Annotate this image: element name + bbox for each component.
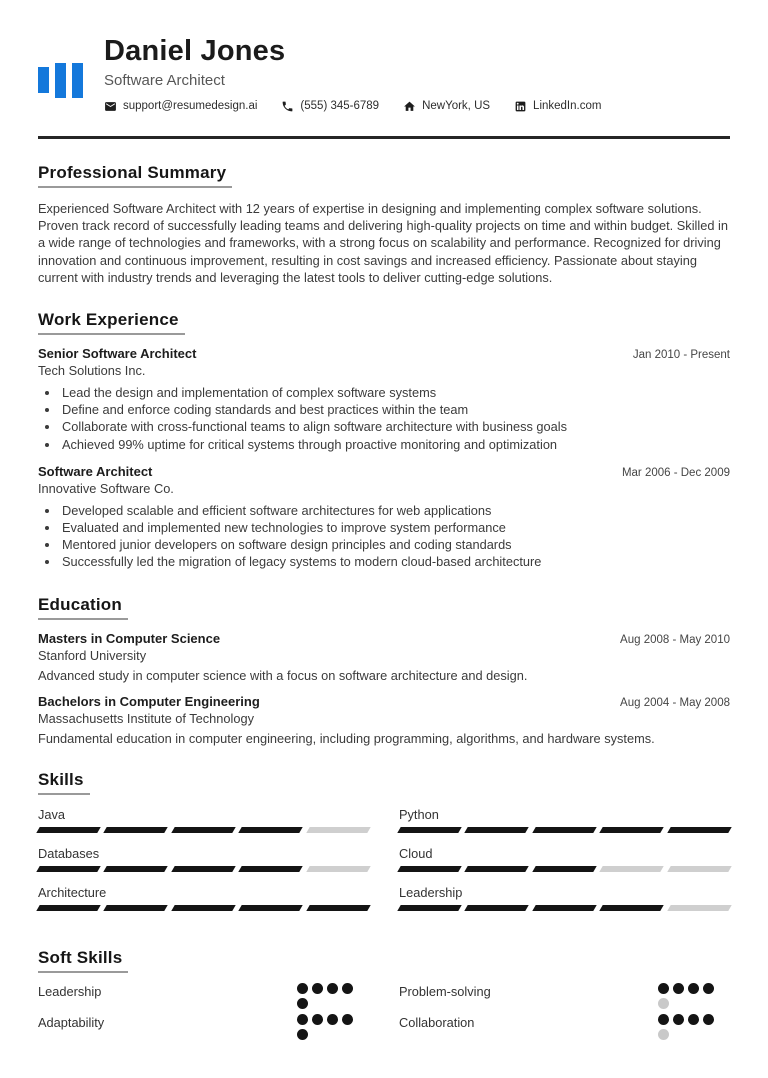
job-bullet: • Evaluated and implemented new technologies to improve system performance [60, 519, 730, 536]
skill-bar-segment-filled [36, 827, 101, 833]
section-education [38, 595, 730, 746]
rating-dot-filled [703, 983, 714, 994]
skill-bar-segment-filled [104, 866, 169, 872]
skill-bar-segment-filled [171, 827, 236, 833]
section-skills [38, 770, 730, 924]
work-entries [38, 346, 730, 571]
skill-name: Architecture [38, 884, 107, 900]
section-summary [38, 163, 730, 286]
contact-text: LinkedIn.com [533, 100, 602, 113]
rating-dot-filled [658, 983, 669, 994]
skill-level-bar [399, 827, 730, 833]
soft-skill-name: Problem-solving [399, 983, 491, 999]
soft-skill-item [399, 983, 730, 1009]
soft-skill-item [38, 1014, 369, 1040]
education-description: Advanced study in computer science with a focus on software architecture and design. [38, 667, 528, 683]
rating-dot-filled [327, 1014, 338, 1025]
skills-grid [38, 807, 730, 924]
job-bullet: • Lead the design and implementation of complex software systems [60, 384, 730, 401]
rating-dot-filled [312, 983, 323, 994]
education-heading: Education [38, 595, 128, 620]
skill-bar-segment-filled [532, 827, 597, 833]
job-bullet-list [38, 384, 730, 453]
logo-bar [38, 67, 49, 93]
rating-dot-filled [312, 1014, 323, 1025]
soft-skill-name: Leadership [38, 983, 102, 999]
skill-bar-segment-filled [599, 905, 664, 911]
rating-dot-filled [297, 1029, 308, 1040]
soft-skills-heading: Soft Skills [38, 948, 128, 973]
skill-item [38, 885, 369, 924]
rating-dot-filled [342, 1014, 353, 1025]
contact-text: (555) 345-6789 [300, 100, 380, 113]
rating-dot-empty [658, 998, 669, 1009]
education-entries [38, 631, 730, 746]
job-bullet: • Mentored junior developers on software design principles and coding standards [60, 536, 730, 553]
contact-item [104, 100, 257, 113]
skill-bar-segment-filled [465, 827, 530, 833]
skill-level-bar [38, 905, 369, 911]
rating-dot-filled [297, 998, 308, 1009]
skill-name: Leadership [399, 884, 463, 900]
job-title: Senior Software Architect [38, 345, 197, 361]
skill-bar-segment-filled [104, 827, 169, 833]
rating-dot-filled [688, 1014, 699, 1025]
soft-skill-name: Collaboration [399, 1014, 475, 1030]
soft-skill-dot-rating [658, 983, 718, 1009]
skill-name: Java [38, 806, 66, 822]
soft-skills-grid [38, 983, 730, 1045]
skill-level-bar [38, 827, 369, 833]
rating-dot-filled [688, 983, 699, 994]
skill-item [399, 885, 730, 924]
soft-skill-item [38, 983, 369, 1009]
section-soft-skills [38, 948, 730, 1045]
job-date-range: Mar 2006 - Dec 2009 [621, 466, 730, 479]
skill-bar-segment-filled [397, 827, 462, 833]
rating-dot-filled [673, 1014, 684, 1025]
skill-bar-segment-empty [306, 827, 371, 833]
summary-heading: Professional Summary [38, 163, 232, 188]
work-entry-header [38, 464, 730, 479]
skill-bar-segment-filled [238, 905, 303, 911]
soft-skill-dot-rating [297, 1014, 357, 1040]
skill-bar-segment-empty [306, 866, 371, 872]
phone-icon [281, 100, 294, 113]
education-date-range: Aug 2008 - May 2010 [620, 633, 730, 646]
logo-bars-icon [38, 62, 83, 98]
email-icon [104, 100, 117, 113]
education-description: Fundamental education in computer engineering, including programming, algorithms, and hardware systems. [38, 730, 655, 746]
job-bullet-list [38, 502, 730, 571]
linkedin-icon [514, 100, 527, 113]
job-bullet: • Collaborate with cross-functional teams to align software architecture with business goals [60, 418, 730, 435]
skill-bar-segment-filled [599, 827, 664, 833]
skill-bar-segment-filled [238, 866, 303, 872]
resume-header [38, 36, 730, 113]
logo-bar [55, 63, 66, 98]
work-entry [38, 346, 730, 453]
contact-text: NewYork, US [422, 100, 491, 113]
job-date-range: Jan 2010 - Present [632, 348, 730, 361]
home-icon [403, 100, 416, 113]
work-entry-header [38, 346, 730, 361]
school-name: Massachusetts Institute of Technology [38, 710, 255, 726]
skill-item [38, 807, 369, 846]
logo-bar [72, 63, 83, 98]
skill-bar-segment-filled [397, 866, 462, 872]
skill-bar-segment-filled [306, 905, 371, 911]
education-entry [38, 631, 730, 683]
contact-text: support@resumedesign.ai [123, 100, 258, 113]
contact-item [281, 100, 379, 113]
skill-name: Databases [38, 845, 100, 861]
rating-dot-filled [327, 983, 338, 994]
skill-level-bar [399, 905, 730, 911]
rating-dot-filled [658, 1014, 669, 1025]
soft-skill-dot-rating [297, 983, 357, 1009]
rating-dot-filled [703, 1014, 714, 1025]
company-name: Innovative Software Co. [38, 480, 174, 496]
school-name: Stanford University [38, 647, 147, 663]
rating-dot-filled [297, 1014, 308, 1025]
contact-item [514, 100, 601, 113]
job-bullet: • Successfully led the migration of legacy systems to modern cloud-based architecture [60, 553, 730, 570]
soft-skill-item [399, 1014, 730, 1040]
skill-bar-segment-filled [465, 905, 530, 911]
person-name: Daniel Jones [104, 35, 286, 67]
summary-text: Experienced Software Architect with 12 years of expertise in designing and implementing complex software solutions. Proven track record of successfully leading teams and delivering high-quality projects on time and within budget. Skilled in a wide range of technologies and frameworks, with a strong focus on scalability and performance. Recognized for driving innovation and continuous improvement, resulting in cost savings and increased efficiency. Passionate about staying current with industry trends and leveraging the latest tools to deliver cutting-edge solutions. [38, 200, 728, 285]
rating-dot-filled [673, 983, 684, 994]
skill-bar-segment-filled [171, 905, 236, 911]
skills-heading: Skills [38, 770, 90, 795]
skill-bar-segment-filled [532, 905, 597, 911]
work-experience-heading: Work Experience [38, 310, 185, 335]
skill-bar-segment-filled [104, 905, 169, 911]
job-bullet: • Achieved 99% uptime for critical systems through proactive monitoring and optimization [60, 436, 730, 453]
skill-item [38, 846, 369, 885]
skill-bar-segment-filled [36, 866, 101, 872]
skill-item [399, 846, 730, 885]
skill-bar-segment-filled [238, 827, 303, 833]
skill-name: Cloud [399, 845, 433, 861]
degree-title: Bachelors in Computer Engineering [38, 693, 260, 709]
job-title: Software Architect [38, 463, 153, 479]
job-bullet: • Define and enforce coding standards and best practices within the team [60, 401, 730, 418]
skill-bar-segment-empty [667, 866, 732, 872]
skill-item [399, 807, 730, 846]
skill-bar-segment-filled [171, 866, 236, 872]
contact-item [403, 100, 490, 113]
header-divider [38, 136, 730, 139]
skill-level-bar [399, 866, 730, 872]
rating-dot-empty [658, 1029, 669, 1040]
rating-dot-filled [297, 983, 308, 994]
section-work-experience [38, 310, 730, 571]
contact-row [104, 100, 601, 113]
job-bullet: • Developed scalable and efficient software architectures for web applications [60, 502, 730, 519]
identity-block [104, 36, 601, 113]
skill-name: Python [399, 806, 439, 822]
skill-level-bar [38, 866, 369, 872]
education-entry [38, 694, 730, 746]
skill-bar-segment-empty [599, 866, 664, 872]
skill-bar-segment-filled [532, 866, 597, 872]
work-entry [38, 464, 730, 571]
degree-title: Masters in Computer Science [38, 630, 221, 646]
skill-bar-segment-filled [667, 827, 732, 833]
education-date-range: Aug 2004 - May 2008 [620, 696, 730, 709]
education-entry-header [38, 631, 730, 646]
company-name: Tech Solutions Inc. [38, 362, 146, 378]
skill-bar-segment-filled [465, 866, 530, 872]
skill-bar-segment-filled [397, 905, 462, 911]
rating-dot-filled [342, 983, 353, 994]
person-title: Software Architect [104, 71, 225, 89]
education-entry-header [38, 694, 730, 709]
skill-bar-segment-filled [36, 905, 101, 911]
soft-skill-dot-rating [658, 1014, 718, 1040]
soft-skill-name: Adaptability [38, 1014, 105, 1030]
skill-bar-segment-empty [667, 905, 732, 911]
